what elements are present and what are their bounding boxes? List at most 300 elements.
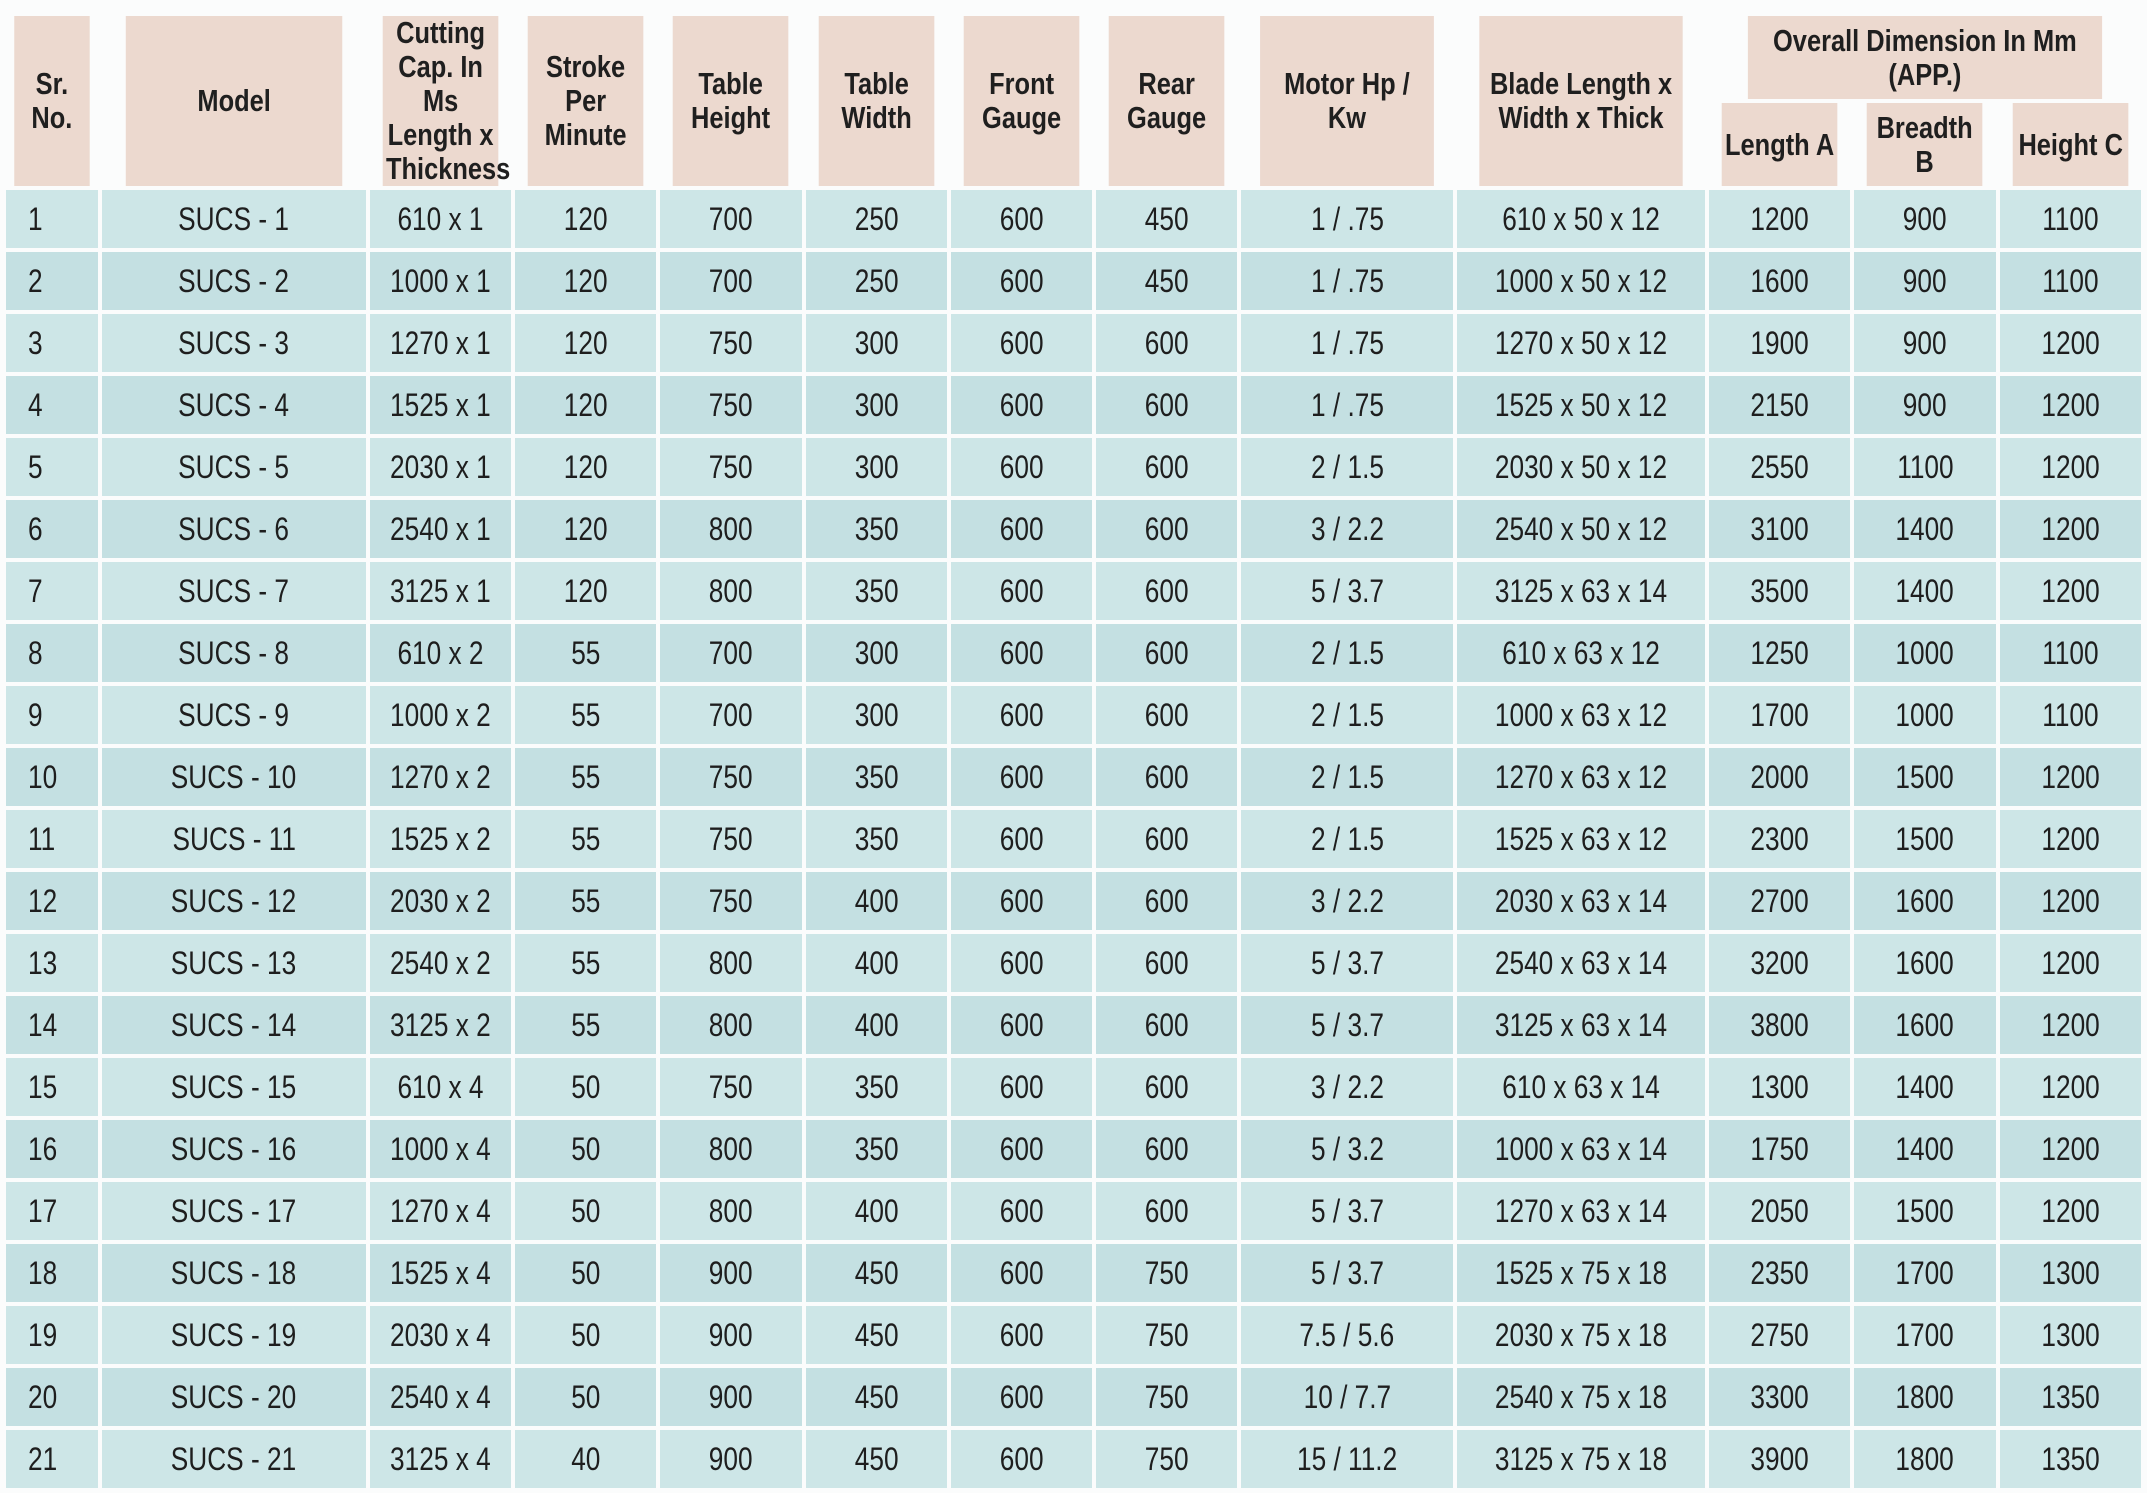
- cell-table-height: [660, 1182, 801, 1240]
- cell-text: 8: [28, 634, 43, 671]
- table-row: [6, 252, 2141, 310]
- cell-sr-no: [6, 1368, 98, 1426]
- cell-text: 3125 x 4: [390, 1440, 491, 1477]
- cell-text: 700: [709, 200, 753, 237]
- cell-breadth-b: [1854, 686, 1995, 744]
- cell-text: 1200: [2041, 1068, 2100, 1105]
- cell-text: 120: [563, 324, 608, 361]
- cell-text: 1500: [1895, 758, 1955, 795]
- cell-length-a: [1709, 624, 1850, 682]
- cell-text: SUCS - 10: [171, 758, 297, 795]
- cell-stroke-per-minute: [515, 376, 656, 434]
- cell-text: 300: [854, 324, 899, 361]
- cell-text: 1000: [1895, 696, 1955, 733]
- cell-length-a: [1709, 1120, 1850, 1178]
- cell-model: [102, 438, 366, 496]
- cell-text: SUCS - 6: [178, 510, 290, 547]
- table-row: [6, 996, 2141, 1054]
- cell-text: 2030 x 75 x 18: [1495, 1316, 1668, 1353]
- cell-model: [102, 1430, 366, 1488]
- cell-text: 1200: [2041, 324, 2100, 361]
- cell-text: 600: [1144, 634, 1189, 671]
- cell-rear-gauge: [1096, 996, 1237, 1054]
- cell-table-width: [806, 1244, 947, 1302]
- cell-text: 750: [709, 1068, 753, 1105]
- cell-blade: [1457, 1058, 1705, 1116]
- cell-text: 900: [1903, 386, 1947, 423]
- cell-text: 12: [28, 882, 58, 919]
- cell-text: 55: [571, 696, 601, 733]
- cell-table-height: [660, 562, 801, 620]
- cell-text: 600: [999, 386, 1044, 423]
- cell-text: 2300: [1750, 820, 1809, 857]
- cell-motor: [1241, 1306, 1453, 1364]
- cell-text: 1300: [2041, 1316, 2100, 1353]
- cell-table-width: [806, 996, 947, 1054]
- cell-text: 3125 x 75 x 18: [1495, 1440, 1668, 1477]
- header-motor: Motor Hp / Kw: [1260, 16, 1434, 186]
- cell-breadth-b: [1854, 438, 1995, 496]
- cell-height-c: [2000, 996, 2141, 1054]
- cell-cutting-capacity: [370, 562, 511, 620]
- cell-motor: [1241, 438, 1453, 496]
- cell-front-gauge: [951, 252, 1092, 310]
- cell-rear-gauge: [1096, 438, 1237, 496]
- cell-model: [102, 190, 366, 248]
- cell-text: 800: [709, 510, 753, 547]
- cell-text: 300: [854, 634, 899, 671]
- cell-text: 600: [1144, 448, 1189, 485]
- cell-table-height: [660, 996, 801, 1054]
- cell-model: [102, 562, 366, 620]
- cell-text: 5 / 3.7: [1310, 1006, 1384, 1043]
- cell-table-height: [660, 1058, 801, 1116]
- cell-text: 700: [709, 634, 753, 671]
- cell-table-width: [806, 314, 947, 372]
- cell-motor: [1241, 500, 1453, 558]
- cell-breadth-b: [1854, 810, 1995, 868]
- cell-front-gauge: [951, 500, 1092, 558]
- cell-rear-gauge: [1096, 1430, 1237, 1488]
- cell-text: 300: [854, 386, 899, 423]
- table-row: [6, 1182, 2141, 1240]
- cell-stroke-per-minute: [515, 1120, 656, 1178]
- cell-text: 700: [709, 696, 753, 733]
- cell-text: 2 / 1.5: [1310, 696, 1384, 733]
- cell-height-c: [2000, 1058, 2141, 1116]
- table-row: [6, 500, 2141, 558]
- cell-text: 1800: [1895, 1440, 1955, 1477]
- cell-table-width: [806, 190, 947, 248]
- cell-table-height: [660, 500, 801, 558]
- cell-text: 18: [28, 1254, 58, 1291]
- table-row: [6, 686, 2141, 744]
- cell-text: 50: [571, 1254, 601, 1291]
- cell-text: 450: [854, 1378, 899, 1415]
- cell-text: 1525 x 50 x 12: [1495, 386, 1668, 423]
- cell-sr-no: [6, 748, 98, 806]
- cell-text: 7: [28, 572, 43, 609]
- cell-length-a: [1709, 686, 1850, 744]
- cell-breadth-b: [1854, 562, 1995, 620]
- cell-text: 1400: [1895, 1130, 1955, 1167]
- header-stroke-per-minute: Stroke Per Minute: [528, 16, 644, 186]
- cell-text: 1700: [1750, 696, 1809, 733]
- table-row: [6, 934, 2141, 992]
- cell-text: 1000 x 63 x 12: [1495, 696, 1668, 733]
- cell-text: 1200: [2041, 944, 2100, 981]
- cell-motor: [1241, 934, 1453, 992]
- cell-front-gauge: [951, 1368, 1092, 1426]
- cell-height-c: [2000, 1120, 2141, 1178]
- cell-text: 750: [1144, 1254, 1189, 1291]
- cell-length-a: [1709, 438, 1850, 496]
- cell-rear-gauge: [1096, 1120, 1237, 1178]
- cell-text: SUCS - 3: [178, 324, 290, 361]
- cell-text: 800: [709, 572, 753, 609]
- cell-text: 120: [563, 200, 608, 237]
- cell-sr-no: [6, 624, 98, 682]
- cell-text: SUCS - 11: [172, 820, 296, 857]
- cell-length-a: [1709, 934, 1850, 992]
- cell-rear-gauge: [1096, 686, 1237, 744]
- cell-sr-no: [6, 872, 98, 930]
- cell-text: 1270 x 63 x 14: [1495, 1192, 1668, 1229]
- cell-text: 9: [28, 696, 43, 733]
- cell-text: 450: [854, 1440, 899, 1477]
- cell-text: 55: [571, 882, 601, 919]
- header-front-gauge: Front Gauge: [964, 16, 1080, 186]
- cell-height-c: [2000, 438, 2141, 496]
- cell-model: [102, 314, 366, 372]
- cell-motor: [1241, 1120, 1453, 1178]
- cell-blade: [1457, 624, 1705, 682]
- header-model: Model: [126, 16, 343, 186]
- cell-table-width: [806, 934, 947, 992]
- header-breadth-b: Breadth B: [1867, 103, 1983, 186]
- cell-sr-no: [6, 314, 98, 372]
- cell-table-height: [660, 748, 801, 806]
- cell-table-width: [806, 872, 947, 930]
- cell-text: 50: [571, 1130, 601, 1167]
- cell-text: 120: [563, 262, 608, 299]
- cell-text: 17: [28, 1192, 58, 1229]
- cell-model: [102, 1368, 366, 1426]
- cell-height-c: [2000, 1306, 2141, 1364]
- cell-text: 900: [709, 1378, 753, 1415]
- cell-text: 750: [709, 820, 753, 857]
- cell-text: 750: [709, 386, 753, 423]
- cell-text: 600: [999, 1316, 1044, 1353]
- cell-blade: [1457, 872, 1705, 930]
- cell-text: 600: [999, 1254, 1044, 1291]
- cell-rear-gauge: [1096, 252, 1237, 310]
- cell-text: 610 x 1: [397, 200, 484, 237]
- cell-front-gauge: [951, 1244, 1092, 1302]
- cell-table-width: [806, 1120, 947, 1178]
- cell-model: [102, 1182, 366, 1240]
- cell-breadth-b: [1854, 748, 1995, 806]
- cell-text: 50: [571, 1316, 601, 1353]
- cell-text: 450: [854, 1254, 899, 1291]
- cell-table-height: [660, 686, 801, 744]
- cell-text: 600: [999, 758, 1044, 795]
- cell-text: 900: [1903, 324, 1947, 361]
- cell-text: 1100: [2042, 696, 2099, 733]
- cell-table-width: [806, 438, 947, 496]
- cell-blade: [1457, 438, 1705, 496]
- cell-table-height: [660, 934, 801, 992]
- cell-cutting-capacity: [370, 1306, 511, 1364]
- cell-text: 610 x 50 x 12: [1502, 200, 1660, 237]
- cell-text: SUCS - 5: [178, 448, 290, 485]
- cell-height-c: [2000, 872, 2141, 930]
- cell-cutting-capacity: [370, 996, 511, 1054]
- cell-text: 2540 x 4: [390, 1378, 491, 1415]
- cell-cutting-capacity: [370, 252, 511, 310]
- cell-blade: [1457, 376, 1705, 434]
- cell-text: 1300: [1750, 1068, 1809, 1105]
- cell-cutting-capacity: [370, 1182, 511, 1240]
- cell-table-height: [660, 438, 801, 496]
- table-row: [6, 810, 2141, 868]
- cell-length-a: [1709, 996, 1850, 1054]
- table-body: [6, 190, 2141, 1488]
- cell-text: 5 / 3.7: [1310, 572, 1384, 609]
- cell-text: 900: [709, 1254, 753, 1291]
- cell-text: 610 x 63 x 14: [1502, 1068, 1660, 1105]
- cell-text: SUCS - 19: [171, 1316, 297, 1353]
- cell-cutting-capacity: [370, 1368, 511, 1426]
- cell-cutting-capacity: [370, 872, 511, 930]
- header-cutting-capacity: Cutting Cap. In Ms Length x Thickness: [383, 16, 499, 186]
- table-row: [6, 1244, 2141, 1302]
- cell-table-width: [806, 624, 947, 682]
- cell-text: SUCS - 20: [171, 1378, 297, 1415]
- cell-length-a: [1709, 1182, 1850, 1240]
- cell-height-c: [2000, 810, 2141, 868]
- cell-text: 20: [28, 1378, 58, 1415]
- cell-height-c: [2000, 252, 2141, 310]
- cell-rear-gauge: [1096, 810, 1237, 868]
- cell-text: 2 / 1.5: [1310, 634, 1384, 671]
- cell-cutting-capacity: [370, 624, 511, 682]
- cell-stroke-per-minute: [515, 1430, 656, 1488]
- cell-text: SUCS - 16: [171, 1130, 297, 1167]
- cell-length-a: [1709, 1430, 1850, 1488]
- cell-table-width: [806, 810, 947, 868]
- table-row: [6, 624, 2141, 682]
- cell-text: 1250: [1750, 634, 1809, 671]
- cell-text: 3800: [1750, 1006, 1809, 1043]
- cell-table-width: [806, 500, 947, 558]
- cell-breadth-b: [1854, 624, 1995, 682]
- cell-text: 3 / 2.2: [1310, 510, 1384, 547]
- cell-text: SUCS - 18: [171, 1254, 297, 1291]
- cell-text: 1300: [2041, 1254, 2100, 1291]
- cell-cutting-capacity: [370, 438, 511, 496]
- cell-front-gauge: [951, 748, 1092, 806]
- cell-motor: [1241, 1430, 1453, 1488]
- cell-height-c: [2000, 934, 2141, 992]
- cell-text: 450: [854, 1316, 899, 1353]
- cell-height-c: [2000, 1430, 2141, 1488]
- cell-text: 6: [28, 510, 43, 547]
- cell-sr-no: [6, 686, 98, 744]
- cell-height-c: [2000, 624, 2141, 682]
- cell-text: 1500: [1895, 820, 1955, 857]
- cell-text: 5 / 3.2: [1310, 1130, 1384, 1167]
- cell-text: 900: [709, 1316, 753, 1353]
- cell-motor: [1241, 190, 1453, 248]
- cell-text: 600: [999, 1440, 1044, 1477]
- cell-breadth-b: [1854, 190, 1995, 248]
- cell-stroke-per-minute: [515, 1058, 656, 1116]
- cell-table-width: [806, 1368, 947, 1426]
- cell-sr-no: [6, 1120, 98, 1178]
- cell-front-gauge: [951, 562, 1092, 620]
- cell-stroke-per-minute: [515, 996, 656, 1054]
- cell-text: 1525 x 1: [390, 386, 491, 423]
- cell-text: 2030 x 4: [390, 1316, 491, 1353]
- cell-model: [102, 376, 366, 434]
- cell-text: 1270 x 63 x 12: [1495, 758, 1668, 795]
- cell-stroke-per-minute: [515, 500, 656, 558]
- cell-text: 1270 x 50 x 12: [1495, 324, 1668, 361]
- table-row: [6, 438, 2141, 496]
- cell-text: 21: [28, 1440, 58, 1477]
- cell-text: 14: [28, 1006, 58, 1043]
- cell-breadth-b: [1854, 1430, 1995, 1488]
- cell-text: 19: [28, 1316, 58, 1353]
- cell-front-gauge: [951, 686, 1092, 744]
- cell-breadth-b: [1854, 934, 1995, 992]
- cell-front-gauge: [951, 376, 1092, 434]
- cell-text: 3125 x 63 x 14: [1495, 1006, 1668, 1043]
- cell-blade: [1457, 1306, 1705, 1364]
- cell-stroke-per-minute: [515, 1182, 656, 1240]
- cell-height-c: [2000, 562, 2141, 620]
- cell-text: SUCS - 13: [171, 944, 297, 981]
- cell-front-gauge: [951, 1058, 1092, 1116]
- cell-sr-no: [6, 500, 98, 558]
- cell-rear-gauge: [1096, 1058, 1237, 1116]
- cell-length-a: [1709, 1368, 1850, 1426]
- cell-motor: [1241, 996, 1453, 1054]
- cell-motor: [1241, 1244, 1453, 1302]
- cell-rear-gauge: [1096, 872, 1237, 930]
- cell-text: 800: [709, 1130, 753, 1167]
- cell-text: 1600: [1895, 1006, 1955, 1043]
- cell-table-height: [660, 376, 801, 434]
- cell-text: 350: [854, 510, 899, 547]
- cell-motor: [1241, 1058, 1453, 1116]
- cell-stroke-per-minute: [515, 314, 656, 372]
- cell-breadth-b: [1854, 314, 1995, 372]
- cell-text: 600: [999, 1192, 1044, 1229]
- cell-table-height: [660, 810, 801, 868]
- cell-text: 1200: [2041, 1192, 2100, 1229]
- cell-text: 800: [709, 944, 753, 981]
- cell-length-a: [1709, 376, 1850, 434]
- cell-stroke-per-minute: [515, 190, 656, 248]
- cell-text: 800: [709, 1192, 753, 1229]
- cell-stroke-per-minute: [515, 624, 656, 682]
- cell-sr-no: [6, 190, 98, 248]
- cell-rear-gauge: [1096, 562, 1237, 620]
- cell-sr-no: [6, 996, 98, 1054]
- cell-text: 120: [563, 572, 608, 609]
- cell-text: 2700: [1750, 882, 1809, 919]
- cell-text: 400: [854, 1192, 899, 1229]
- cell-text: 1000 x 1: [390, 262, 491, 299]
- cell-sr-no: [6, 438, 98, 496]
- cell-stroke-per-minute: [515, 686, 656, 744]
- cell-text: 350: [854, 758, 899, 795]
- cell-length-a: [1709, 190, 1850, 248]
- cell-text: 3: [28, 324, 43, 361]
- cell-blade: [1457, 1120, 1705, 1178]
- cell-text: SUCS - 21: [171, 1440, 297, 1477]
- cell-table-width: [806, 1182, 947, 1240]
- cell-text: 1525 x 4: [390, 1254, 491, 1291]
- cell-text: 750: [709, 324, 753, 361]
- cell-height-c: [2000, 376, 2141, 434]
- cell-text: 55: [571, 820, 601, 857]
- cell-blade: [1457, 996, 1705, 1054]
- cell-stroke-per-minute: [515, 1244, 656, 1302]
- cell-text: 600: [999, 882, 1044, 919]
- cell-motor: [1241, 686, 1453, 744]
- cell-text: 1400: [1895, 510, 1955, 547]
- header-overall-dimension: Overall Dimension In Mm (APP.): [1748, 16, 2102, 99]
- cell-text: 2 / 1.5: [1310, 758, 1384, 795]
- cell-model: [102, 748, 366, 806]
- cell-text: 600: [1144, 758, 1189, 795]
- cell-text: 400: [854, 882, 899, 919]
- cell-text: 1350: [2041, 1378, 2100, 1415]
- cell-table-height: [660, 1306, 801, 1364]
- cell-sr-no: [6, 1058, 98, 1116]
- cell-text: 1000 x 4: [390, 1130, 491, 1167]
- cell-motor: [1241, 624, 1453, 682]
- cell-blade: [1457, 190, 1705, 248]
- cell-stroke-per-minute: [515, 438, 656, 496]
- cell-front-gauge: [951, 1306, 1092, 1364]
- cell-breadth-b: [1854, 1182, 1995, 1240]
- cell-rear-gauge: [1096, 500, 1237, 558]
- cell-front-gauge: [951, 810, 1092, 868]
- cell-breadth-b: [1854, 376, 1995, 434]
- cell-text: 1270 x 1: [390, 324, 491, 361]
- cell-text: 900: [1903, 200, 1947, 237]
- cell-text: 2750: [1750, 1316, 1809, 1353]
- cell-front-gauge: [951, 314, 1092, 372]
- cell-text: 700: [709, 262, 753, 299]
- cell-cutting-capacity: [370, 190, 511, 248]
- cell-rear-gauge: [1096, 934, 1237, 992]
- header-rear-gauge: Rear Gauge: [1109, 16, 1225, 186]
- cell-blade: [1457, 748, 1705, 806]
- cell-model: [102, 686, 366, 744]
- header-length-a: Length A: [1722, 103, 1838, 186]
- cell-stroke-per-minute: [515, 562, 656, 620]
- cell-text: 10: [28, 758, 58, 795]
- cell-rear-gauge: [1096, 624, 1237, 682]
- cell-text: SUCS - 7: [178, 572, 290, 609]
- cell-rear-gauge: [1096, 1182, 1237, 1240]
- cell-front-gauge: [951, 934, 1092, 992]
